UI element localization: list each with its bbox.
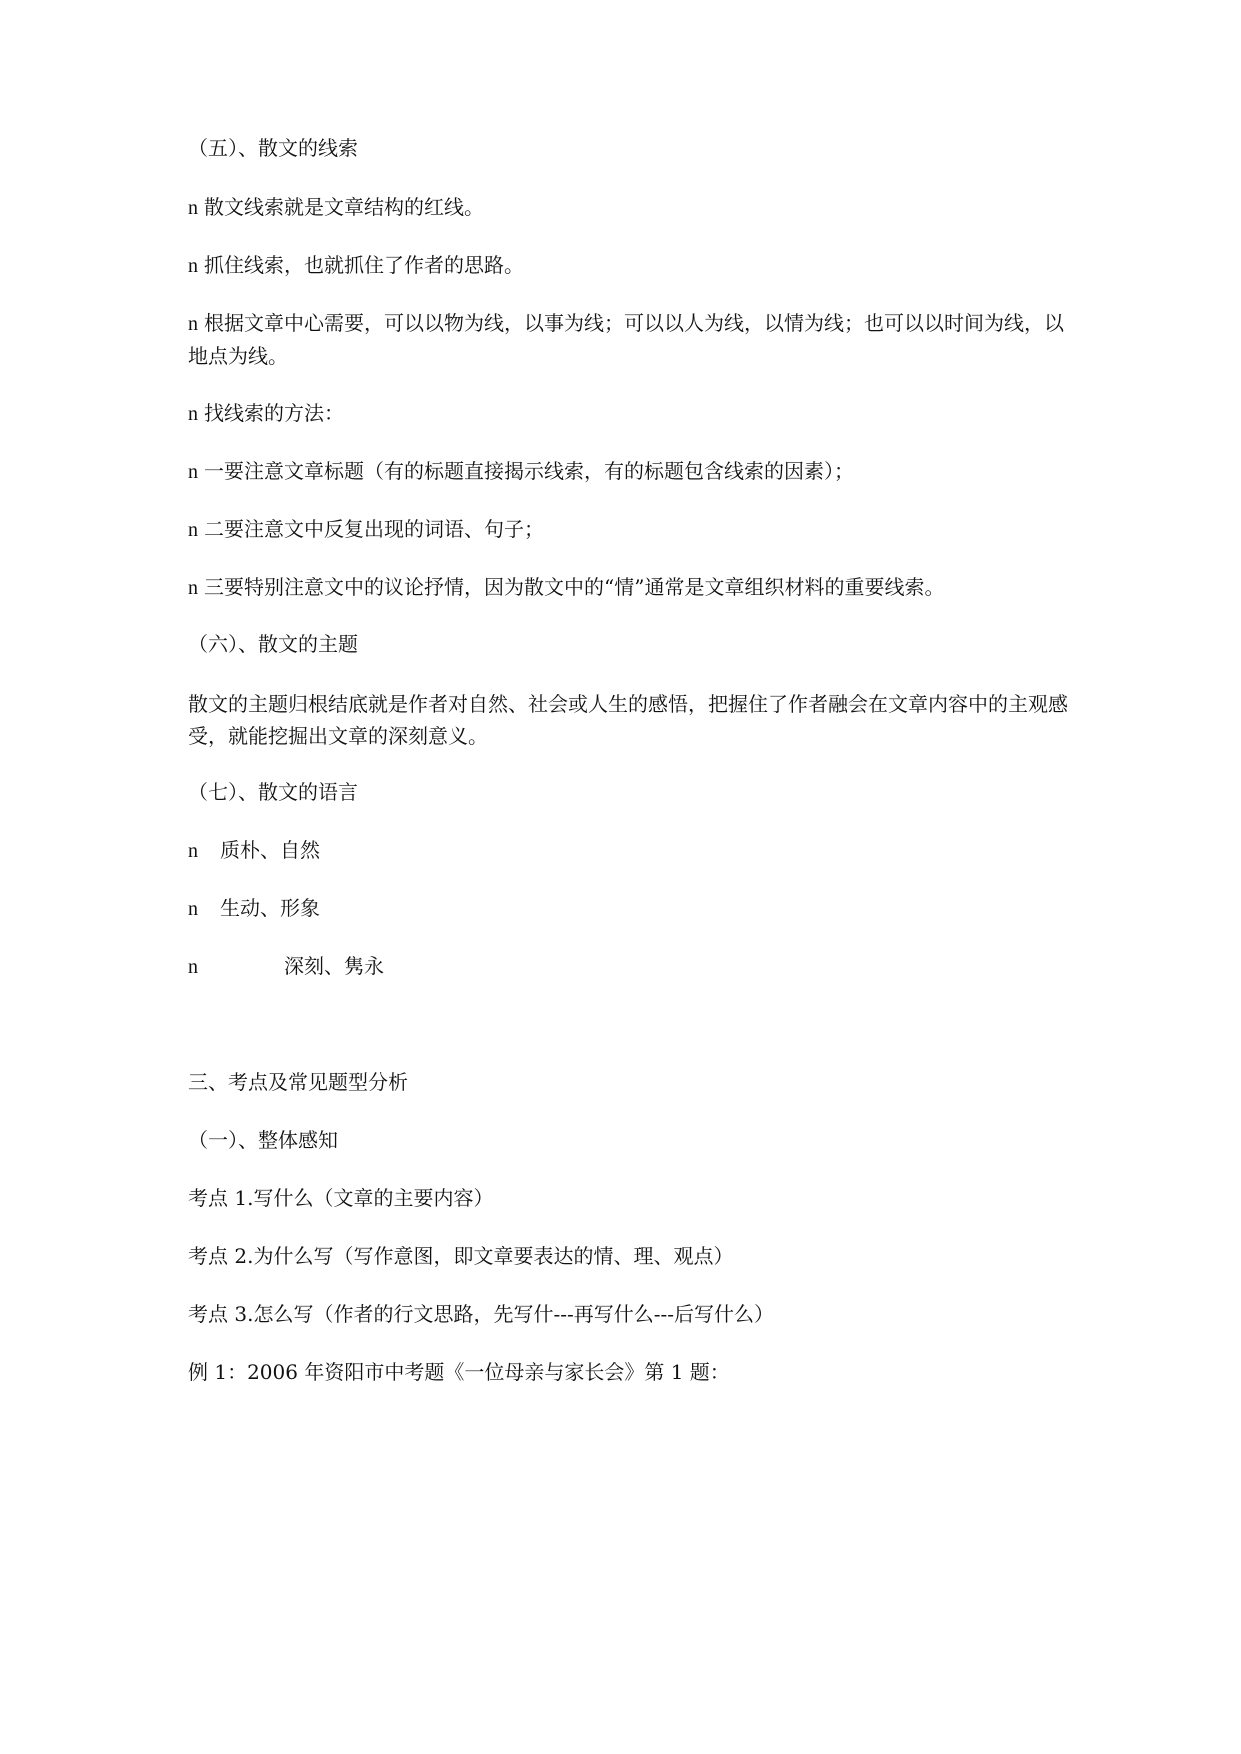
list-item: [188, 249, 1068, 282]
exam-point: 考点 3.怎么写（作者的行文思路，先写什---再写什么---后写什么）: [188, 1302, 774, 1326]
list-item: [188, 950, 1068, 983]
part-heading: 三、考点及常见题型分析: [188, 1070, 408, 1094]
list-item: [188, 307, 1068, 372]
list-item: [188, 892, 1068, 925]
section-heading: （七）、散文的语言: [188, 780, 358, 804]
bullet-marker: n: [188, 403, 198, 425]
list-item: [188, 513, 1068, 546]
paragraph: 散文的主题归根结底就是作者对自然、社会或人生的感悟，把握住了作者融会在文章内容中的主观感受，就能挖掘出文章的深刻意义。: [188, 692, 1068, 748]
bullet-marker: n: [188, 313, 198, 335]
list-item-text: 质朴、自然: [220, 838, 320, 862]
bullet-marker: n: [188, 519, 198, 541]
list-item-text: 深刻、隽永: [284, 954, 384, 978]
bullet-marker: n: [188, 956, 198, 978]
list-item-text: 二要注意文中反复出现的词语、句子；: [204, 517, 544, 541]
bullet-marker: n: [188, 255, 198, 277]
list-item: [188, 571, 1068, 604]
list-item-text: 散文线索就是文章结构的红线。: [204, 195, 484, 219]
sub-heading: （一）、整体感知: [188, 1128, 338, 1152]
list-item-text: 根据文章中心需要，可以以物为线，以事为线；可以以人为线，以情为线；也可以以时间为线，以地点为线。: [188, 311, 1064, 368]
section-heading: （六）、散文的主题: [188, 632, 358, 656]
bullet-marker: n: [188, 577, 198, 599]
list-item-text: 抓住线索，也就抓住了作者的思路。: [204, 253, 524, 277]
list-item-text: 生动、形象: [220, 896, 320, 920]
list-item: [188, 397, 1068, 430]
list-item-text: 一要注意文章标题（有的标题直接揭示线索，有的标题包含线索的因素）；: [204, 459, 854, 483]
exam-point: 考点 2.为什么写（写作意图，即文章要表达的情、理、观点）: [188, 1244, 734, 1268]
bullet-marker: n: [188, 197, 198, 219]
list-item: [188, 455, 1068, 488]
section-heading: （五）、散文的线索: [188, 136, 358, 160]
bullet-marker: n: [188, 461, 198, 483]
list-item-text: 找线索的方法：: [204, 401, 344, 425]
bullet-marker: n: [188, 840, 198, 862]
example-line: 例 1：2006 年资阳市中考题《一位母亲与家长会》第 1 题：: [188, 1360, 730, 1384]
exam-point: 考点 1.写什么（文章的主要内容）: [188, 1186, 494, 1210]
bullet-marker: n: [188, 898, 198, 920]
list-item-text: 三要特别注意文中的议论抒情，因为散文中的“情”通常是文章组织材料的重要线索。: [204, 575, 945, 599]
list-item: [188, 834, 1068, 867]
list-item: [188, 191, 1068, 224]
